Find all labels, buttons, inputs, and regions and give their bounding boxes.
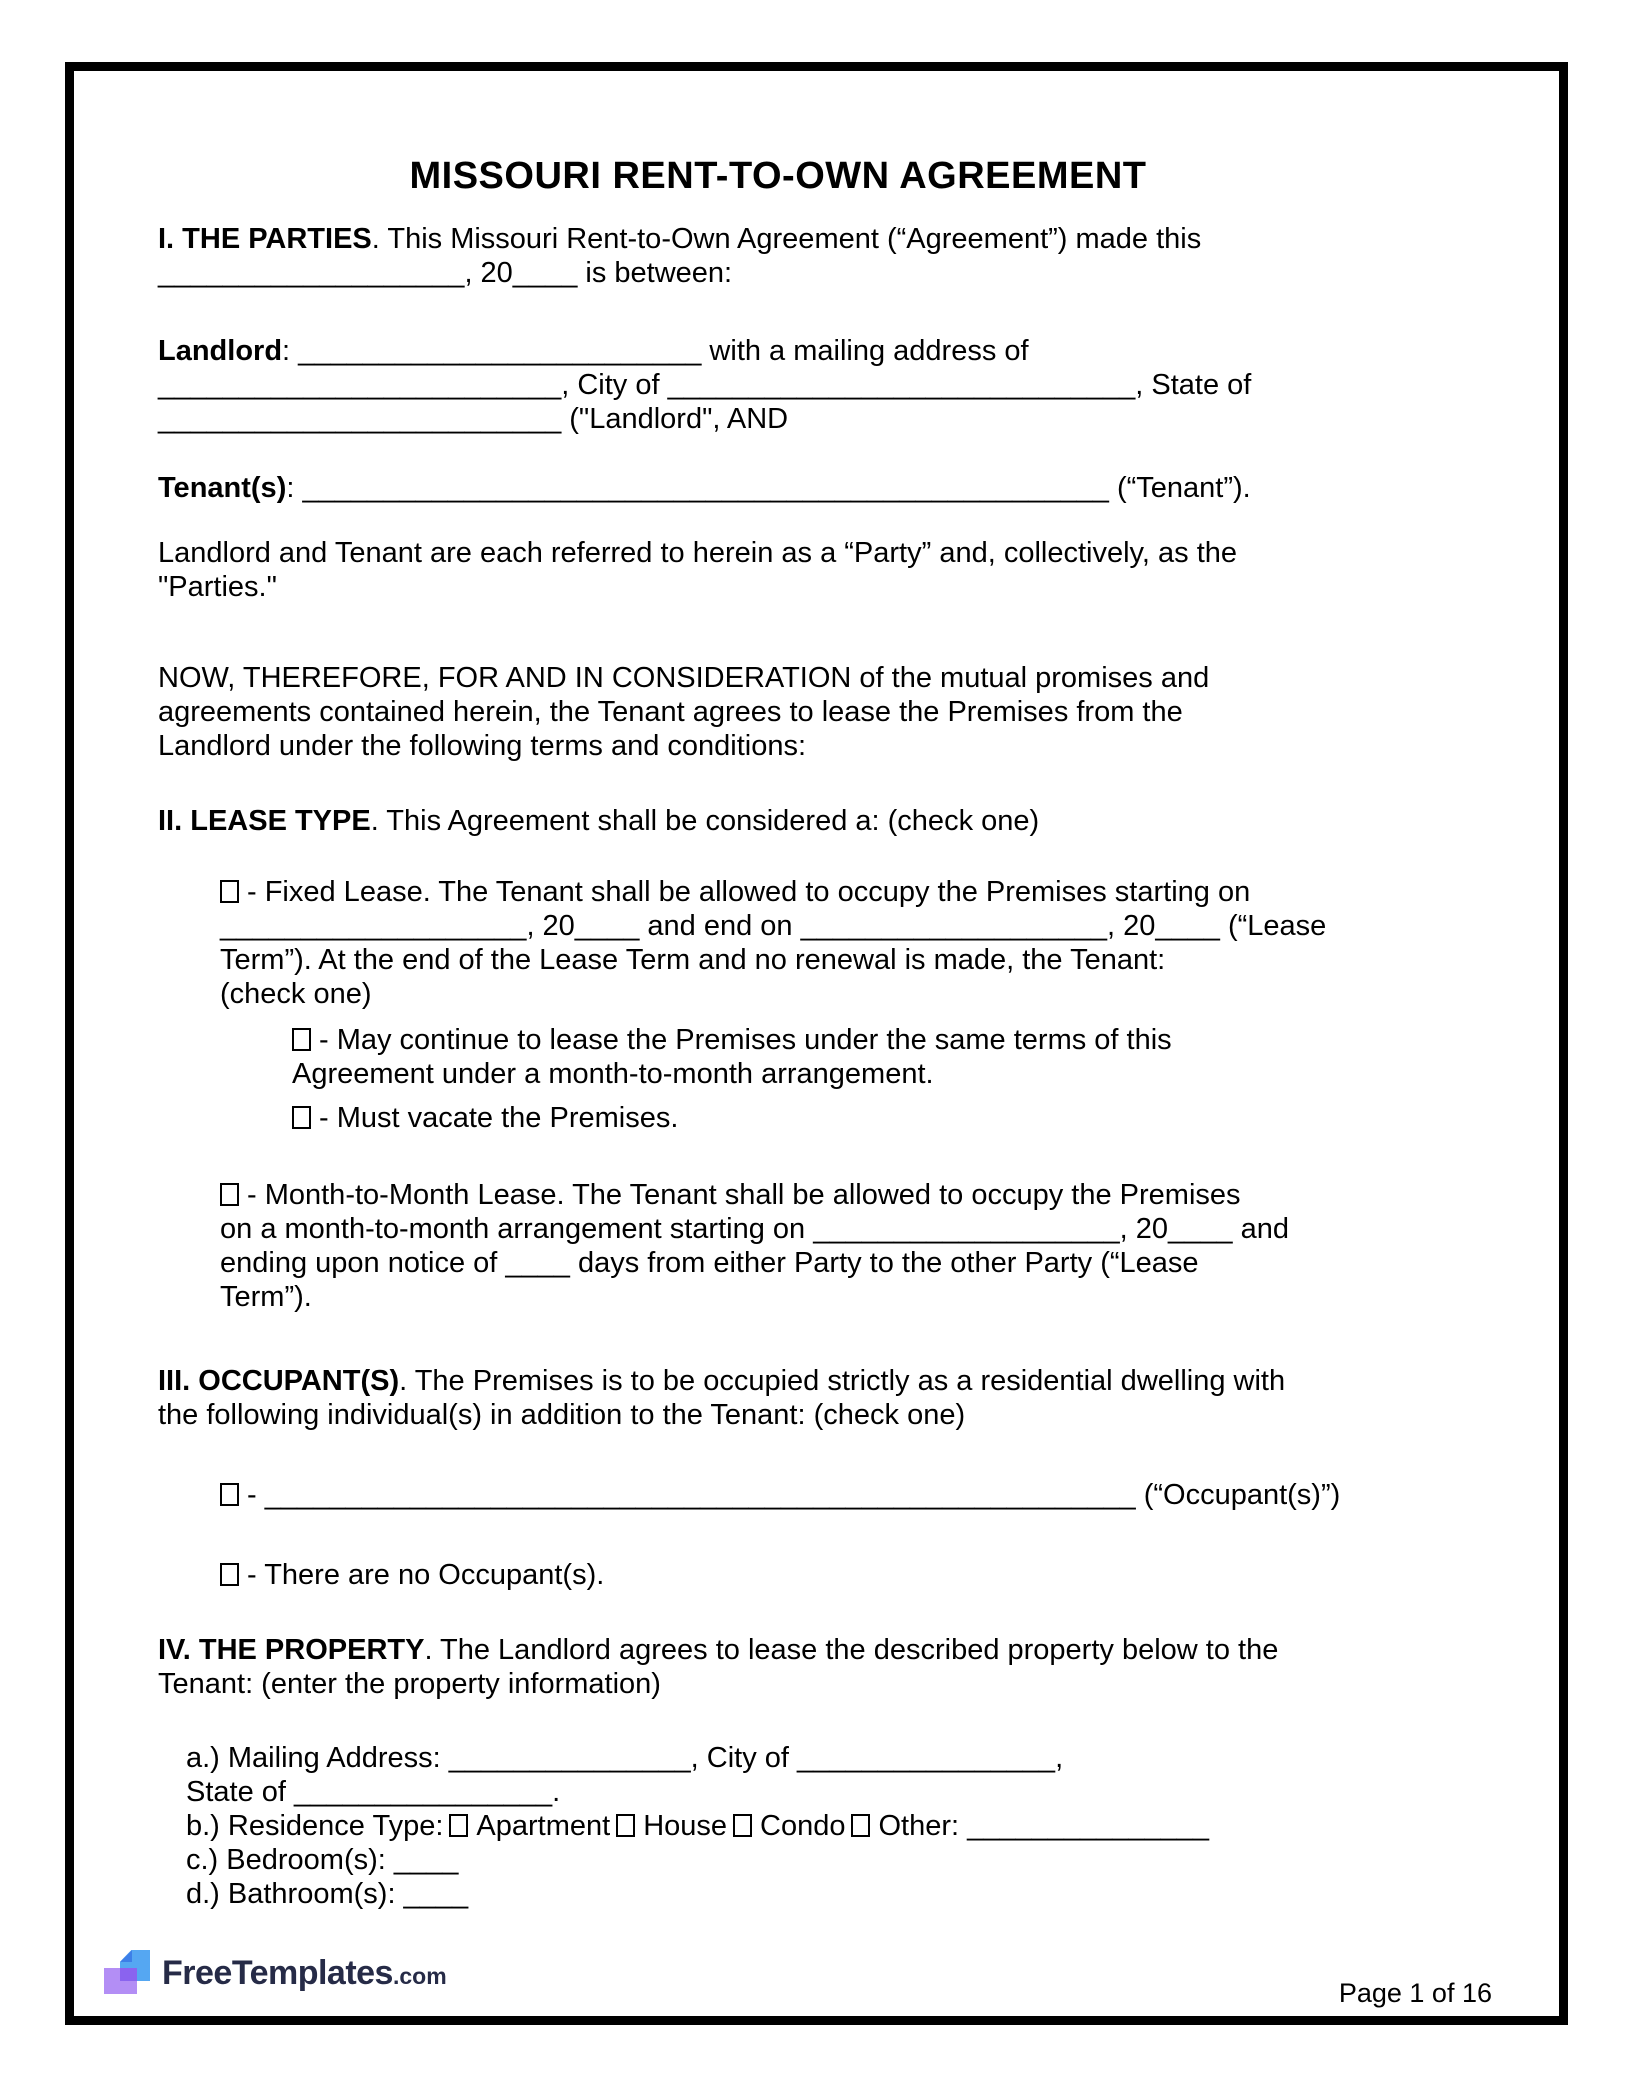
- occupants-named-option: [220, 1478, 1488, 1512]
- section-the-parties: [158, 222, 1488, 290]
- text-line: IV. THE PROPERTY. The Landlord agrees to lease the described property below to the: [158, 1634, 1279, 1666]
- tenant-clause: [158, 471, 1488, 505]
- text-line: the following individual(s) in addition to the Tenant: (check one): [158, 1399, 966, 1431]
- property-bedrooms-line: c.) Bedroom(s): ____: [186, 1844, 459, 1876]
- fixed-option-continue-checkbox[interactable]: [292, 1028, 311, 1051]
- residence-type-house-checkbox[interactable]: [616, 1814, 635, 1837]
- text-line: - May continue to lease the Premises under the same terms of this: [292, 1023, 1488, 1057]
- residence-type-apartment-checkbox[interactable]: [449, 1814, 468, 1837]
- text-line: I. THE PARTIES. This Missouri Rent-to-Own Agreement (“Agreement”) made this: [158, 223, 1202, 255]
- section-the-property: [158, 1633, 1488, 1701]
- text-line: "Parties.": [158, 571, 277, 603]
- text-line: - Fixed Lease. The Tenant shall be allowed to occupy the Premises starting on: [220, 875, 1488, 909]
- section-ii-heading: II. LEASE TYPE: [158, 805, 371, 837]
- text-line: (check one): [220, 978, 372, 1010]
- text-line: II. LEASE TYPE. This Agreement shall be considered a: (check one): [158, 805, 1040, 837]
- section-i-heading: I. THE PARTIES: [158, 223, 372, 255]
- mtm-start-date-line: on a month-to-month arrangement starting on ___________________, 20____ and: [220, 1213, 1289, 1245]
- text-line: Landlord: _________________________ with a mailing address of: [158, 335, 1029, 367]
- month-to-month-lease-checkbox[interactable]: [220, 1183, 239, 1206]
- tenant-label: Tenant(s): [158, 472, 287, 504]
- section-lease-type: [158, 804, 1488, 838]
- date-blank-line: ___________________, 20____ is between:: [158, 257, 733, 289]
- text-line: Term”). At the end of the Lease Term and no renewal is made, the Tenant:: [220, 944, 1166, 976]
- fixed-lease-item: [220, 875, 1488, 1011]
- property-bathrooms-line: d.) Bathroom(s): ____: [186, 1878, 469, 1910]
- document-title: MISSOURI RENT-TO-OWN AGREEMENT: [409, 155, 1147, 197]
- text-line: III. OCCUPANT(S). The Premises is to be occupied strictly as a residential dwelling with: [158, 1365, 1286, 1397]
- fixed-lease-checkbox[interactable]: [220, 880, 239, 903]
- fixed-option-vacate: [292, 1101, 1488, 1135]
- month-to-month-item: [220, 1178, 1488, 1314]
- consideration-clause: [158, 661, 1488, 763]
- no-occupants-checkbox[interactable]: [220, 1563, 239, 1586]
- parties-definition: [158, 536, 1488, 604]
- landlord-address-line: _________________________, City of _____________________________, State of: [158, 369, 1252, 401]
- section-iv-heading: IV. THE PROPERTY: [158, 1634, 425, 1666]
- occupants-named-checkbox[interactable]: [220, 1483, 239, 1506]
- text-line: - There are no Occupant(s).: [220, 1558, 1488, 1592]
- residence-type-condo-checkbox[interactable]: [733, 1814, 752, 1837]
- property-details-list: [186, 1741, 1488, 1911]
- text-line: Tenant(s): __________________________________________________ (“Tenant”).: [158, 472, 1251, 504]
- property-mailing-address-line: a.) Mailing Address: _______________, City of ________________,: [186, 1742, 1064, 1774]
- text-line: Agreement under a month-to-month arrangement.: [292, 1058, 934, 1090]
- brand-tld: .com: [392, 1962, 447, 1989]
- landlord-label: Landlord: [158, 335, 283, 367]
- text-line: NOW, THEREFORE, FOR AND IN CONSIDERATION of the mutual promises and: [158, 662, 1210, 694]
- residence-type-other-checkbox[interactable]: [851, 1814, 870, 1837]
- document-body: [158, 154, 1488, 1911]
- section-iii-heading: III. OCCUPANT(S): [158, 1365, 400, 1397]
- text-line: - Month-to-Month Lease. The Tenant shall be allowed to occupy the Premises: [220, 1178, 1488, 1212]
- document-page: [65, 62, 1568, 2025]
- brand-name: FreeTemplates: [162, 1953, 393, 1992]
- text-line: - Must vacate the Premises.: [292, 1101, 1488, 1135]
- landlord-state-line: _________________________ ("Landlord", AND: [158, 403, 789, 435]
- no-occupants-option: [220, 1558, 1488, 1592]
- text-line: Landlord and Tenant are each referred to herein as a “Party” and, collectively, as the: [158, 537, 1238, 569]
- fixed-lease-dates-line: ___________________, 20____ and end on ___________________, 20____ (“Lease: [220, 910, 1327, 942]
- property-residence-type-line: b.) Residence Type: Apartment House Condo Other: _______________: [186, 1810, 1210, 1842]
- text-line: Term”).: [220, 1281, 312, 1313]
- mtm-notice-line: ending upon notice of ____ days from either Party to the other Party (“Lease: [220, 1247, 1199, 1279]
- page-number: Page 1 of 16: [1338, 1978, 1492, 2008]
- property-state-line: State of ________________.: [186, 1776, 561, 1808]
- landlord-clause: [158, 334, 1488, 436]
- section-occupants: [158, 1364, 1488, 1432]
- fixed-option-vacate-checkbox[interactable]: [292, 1106, 311, 1129]
- text-line: Landlord under the following terms and conditions:: [158, 730, 807, 762]
- text-line: agreements contained herein, the Tenant agrees to lease the Premises from the: [158, 696, 1183, 728]
- text-line: Tenant: (enter the property information): [158, 1668, 661, 1700]
- fixed-option-continue: [292, 1023, 1488, 1091]
- text-line: - ______________________________________________________ (“Occupant(s)”): [220, 1478, 1488, 1512]
